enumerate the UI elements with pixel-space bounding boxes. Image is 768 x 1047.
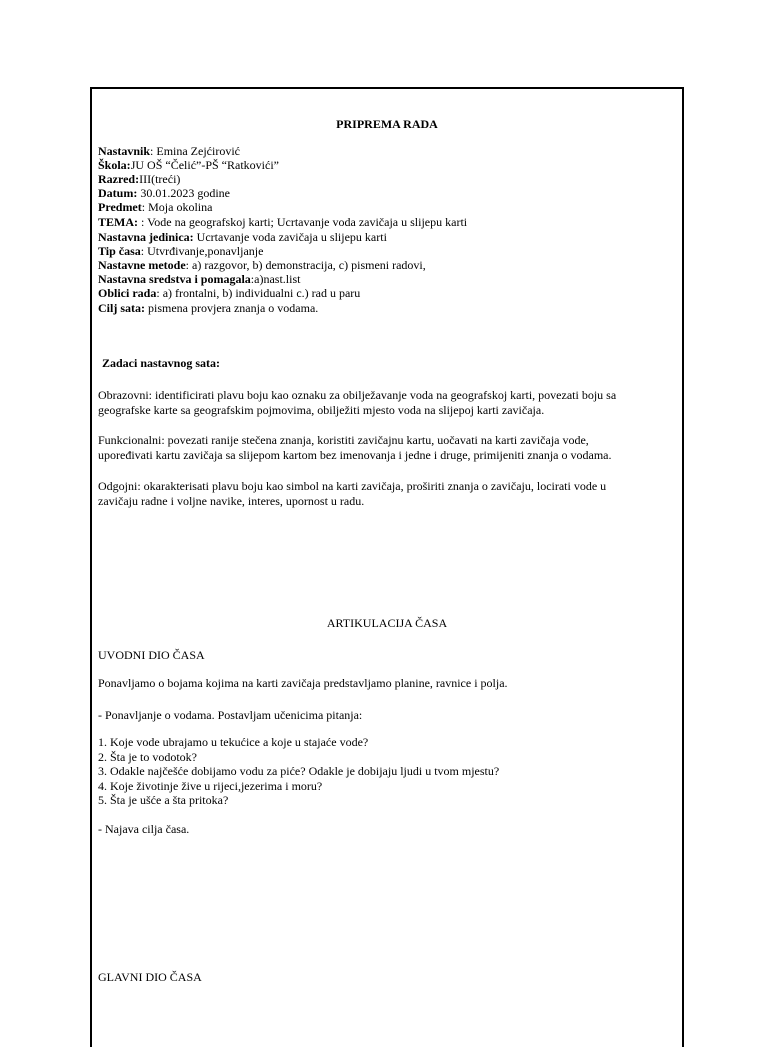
meta-value: 30.01.2023 godine <box>140 186 230 200</box>
meta-sep: : <box>141 200 149 214</box>
list-item: 3. Odakle najčešće dobijamo vodu za piće? Odakle je dobijaju ljudi u tvom mjestu? <box>98 764 500 778</box>
meta-label: Nastavnik <box>98 144 151 158</box>
main-part-heading: GLAVNI DIO ČASA <box>98 970 202 984</box>
meta-sep: : <box>150 144 157 158</box>
meta-date <box>98 186 230 201</box>
paragraph-line: zavičaju radne i voljne navike, interes, upornost u radu. <box>98 493 365 508</box>
intro-questions-lead: - Ponavljanje o vodama. Postavljam učenicima pitanja: <box>98 708 363 722</box>
tasks-heading: Zadaci nastavnog sata: <box>102 356 221 370</box>
tasks-functional <box>98 433 668 462</box>
intro-paragraph: Ponavljamo o bojama kojima na karti zavičaja predstavljamo planine, ravnice i polja. <box>98 676 508 690</box>
meta-label: Nastavna jedinica: <box>98 230 194 244</box>
meta-label: Oblici rada <box>98 286 157 300</box>
meta-label: Nastavne metode <box>98 258 186 272</box>
paragraph-line: Funkcionalni: povezati ranije stečena znanja, koristiti zavičajnu kartu, uočavati na karti zavičaja vode, <box>98 433 589 447</box>
page-title: PRIPREMA RADA <box>336 117 438 131</box>
intro-heading: UVODNI DIO ČASA <box>98 648 205 662</box>
meta-topic <box>98 215 467 230</box>
meta-resources <box>98 272 300 287</box>
meta-value: JU OŠ “Čelić”-PŠ “Ratkovići” <box>130 158 279 172</box>
meta-methods <box>98 258 426 273</box>
list-item: 4. Koje životinje žive u rijeci,jezerima i moru? <box>98 778 323 793</box>
paragraph-line: Obrazovni: identificirati plavu boju kao oznaku za obilježavanje voda na geografskoj karti, povezati boju sa <box>98 388 617 402</box>
list-item: 1. Koje vode ubrajamo u tekućice a koje u stajaće vode? <box>98 735 369 749</box>
meta-value: Ucrtavanje voda zavičaja u slijepu karti <box>196 230 387 244</box>
meta-value: : Vode na geografskoj karti; Ucrtavanje voda zavičaja u slijepu karti <box>141 215 468 229</box>
meta-label: Tip časa <box>98 244 141 258</box>
list-item: 2. Šta je to vodotok? <box>98 749 197 764</box>
meta-sep: : <box>156 286 163 300</box>
meta-label: Razred: <box>98 172 140 186</box>
paragraph-line: Odgojni: okarakterisati plavu boju kao simbol na karti zavičaja, proširiti znanja o zavičaju, locirati vode u <box>98 479 607 493</box>
meta-label: Predmet <box>98 200 142 214</box>
meta-value: a)nast.list <box>254 272 301 286</box>
paragraph-line: geografske karte sa geografskim pojmovima, obilježiti mjesto voda na slijepoj karti zavičaja. <box>98 402 545 417</box>
meta-label: Cilj sata: <box>98 301 145 315</box>
meta-value: a) frontalni, b) individualni c.) rad u paru <box>162 286 361 300</box>
meta-sep: : <box>140 244 148 258</box>
paragraph-line: upoređivati kartu zavičaja sa slijepom kartom bez imenovanja i jedne i druge, primijeniti znanja o vodama. <box>98 447 612 462</box>
meta-grade <box>98 172 180 187</box>
articulation-heading: ARTIKULACIJA ČASA <box>326 616 448 630</box>
questions-list <box>98 735 668 808</box>
meta-work-forms <box>98 286 360 301</box>
tasks-upbringing <box>98 479 668 508</box>
meta-value: III(treći) <box>139 172 181 186</box>
meta-value: a) razgovor, b) demonstracija, c) pismeni radovi, <box>192 258 426 272</box>
meta-value: Emina Zejćirović <box>156 144 240 158</box>
meta-goal <box>98 301 318 316</box>
goal-announcement: - Najava cilja časa. <box>98 822 190 836</box>
meta-lesson-type <box>98 244 263 259</box>
meta-subject <box>98 200 212 215</box>
meta-sep: : <box>185 258 192 272</box>
meta-value: Moja okolina <box>148 200 213 214</box>
tasks-educational <box>98 388 668 417</box>
meta-teacher <box>98 144 240 159</box>
meta-label: TEMA: <box>98 215 138 229</box>
list-item: 5. Šta je ušće a šta pritoka? <box>98 793 229 807</box>
meta-value: pismena provjera znanja o vodama. <box>148 301 319 315</box>
meta-school <box>98 158 279 173</box>
meta-sep: : <box>250 272 255 286</box>
meta-label: Nastavna sredstva i pomagala <box>98 272 251 286</box>
meta-label: Datum: <box>98 186 138 200</box>
meta-label: Škola: <box>98 158 131 172</box>
meta-unit <box>98 230 387 245</box>
meta-value: Utvrđivanje,ponavljanje <box>147 244 264 258</box>
